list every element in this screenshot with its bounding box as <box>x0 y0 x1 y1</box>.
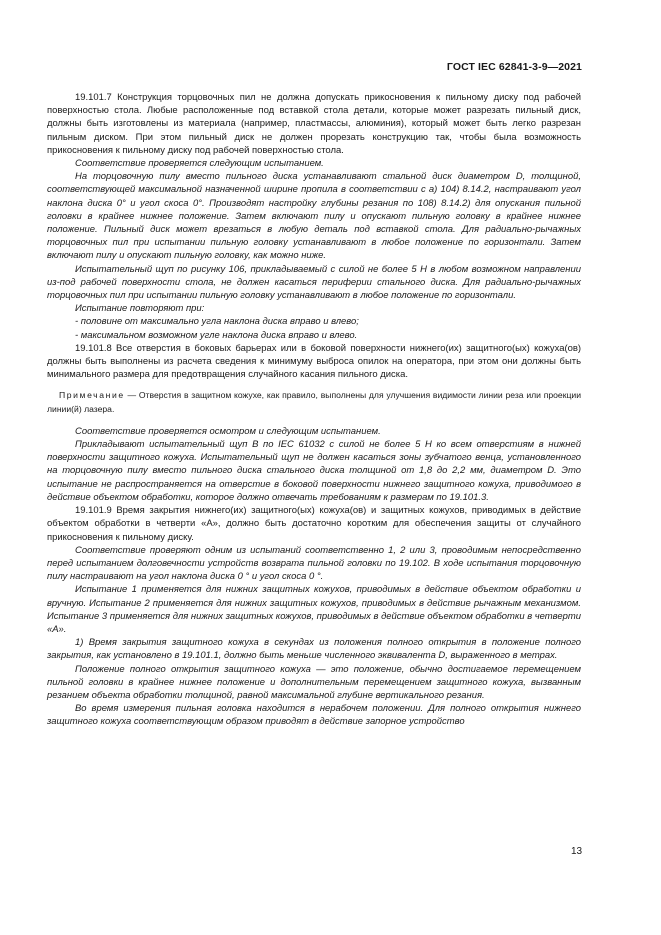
test-1-closing-time: 1) Время закрытия защитного кожуха в секундах из положения полного открытия в положение полного закрытия, как установлено в 19.101.1, должно быть меньше численного эквивалента D, выраженного в метрах. <box>47 637 581 662</box>
compliance-statement: Соответствие проверяется следующим испытанием. <box>75 158 324 170</box>
paragraph-19-101-8: 19.101.8 Все отверстия в боковых барьерах или в боковой поверхности нижнего(их) защитного(ых) кожуха(ов) должны быть выполнены из расчета сведения к минимуму выброса опилок на оператора, при этом они должны быть минимального размера для предотвращения случайного касания пильного диска. <box>47 342 581 381</box>
test-probe-paragraph: Испытательный щуп по рисунку 106, прикладываемый с силой не более 5 Н в любом возможном направлении из-под рабочей поверхности стола, не должен касаться периферии стального диска. Для радиально-рычажных торцовочных пил при испытании пильную головку устанавливают в любое положение по горизонтали. <box>47 263 581 302</box>
probe-b-paragraph: Прикладывают испытательный щуп В по IEC 61032 с силой не более 5 Н ко всем отверстиям в нижней поверхности защитного кожуха. Испытательный щуп не должен касаться зоны зубчатого венца, установленного на торцовочную пилу вместо пильного диска стального диска толщиной от 1,8 до 2,2 мм, диаметром D. Это испытание не распространяется на отверстие в боковой поверхности нижнего защитного кожуха, приводимого в действие объектом обработки, которое должно отвечать требованиям к размерам по 19.101.3. <box>47 439 581 503</box>
page-body <box>47 91 581 729</box>
document-header: ГОСТ IEC 62841-3-9—2021 <box>446 61 582 73</box>
repeat-test-intro: Испытание повторяют при: <box>75 303 205 315</box>
test-procedure: На торцовочную пилу вместо пильного диска устанавливают стальной диск диаметром D, толщиной, соответствующей максимальной назначенной ширине пропила в соответствии с а) 104) 8.14.2, настраивают угол наклона диска 0° и угол скоса 0°. Производят настройку глубины резания по 108) 8.14.2) для опускания пильной головки в крайнее нижнее положение. Затем включают пилу и опускают пильную головку в крайнее нижнее положение. Пильный диск может врезаться в любую деталь под вставкой стола. Для радиально-рычажных торцовочных пил при испытании пильную головку устанавливают в любое положение по горизонтали. Затем включают пилу и опускают пильную головку, как можно ниже. <box>47 171 581 262</box>
compliance-statement: Соответствие проверяется осмотром и следующим испытанием. <box>75 425 381 437</box>
paragraph-19-101-9: 19.101.9 Время закрытия нижнего(их) защитного(ых) кожуха(ов) и защитных кожухов, приводимых в действие объектом обработки в четверти «А», должно быть достаточно коротким для обеспечения защиты от случайного прикосновения к пильному диску. <box>47 505 581 543</box>
measurement-paragraph: Во время измерения пильная головка находится в нерабочем положении. Для полного открытия нижнего защитного кожуха соответствующим образом приводят в действие запорное устройство <box>47 703 581 728</box>
note-label: Примечание <box>59 390 125 401</box>
compliance-tests-intro: Соответствие проверяют одним из испытаний соответственно 1, 2 или 3, проводимым непосредственно перед испытанием долговечности устройств возврата пильной головки по 19.102. В ходе испытания торцовочную пилу настраивают на угол наклона диска 0 ° и угол скоса 0 °. <box>47 544 581 583</box>
note <box>47 389 581 415</box>
paragraph-19-101-7: 19.101.7 Конструкция торцовочных пил не должна допускать прикосновения к пильному диску под рабочей поверхностью стола. Любые расположенные под вставкой стола детали, которые может разрезать пильный диск, должны быть изготовлены из материала (например, пластмассы, алюминия), который может быть легко разрезан пильным диском. При этом пильный диск не должен прорезать конструкцию так, чтобы была возможность прикосновения к пильному диску под рабочей поверхностью стола. <box>47 92 581 156</box>
full-open-position: Положение полного открытия защитного кожуха — это положение, обычно достигаемое перемещением пильной головки в крайнее нижнее положение и дополнительным перемещением защитного кожуха, вызванным резанием объекта обработки толщиной, равной максимальной глубине вертикального резания. <box>47 663 581 701</box>
page-number: 13 <box>571 846 583 857</box>
list-item: - половине от максимально угла наклона диска вправо и влево; <box>75 316 359 328</box>
note-text: — Отверстия в защитном кожухе, как правило, выполнены для улучшения видимости линии реза или проекции линии(й) лазера. <box>47 390 581 414</box>
tests-applicability: Испытание 1 применяется для нижних защитных кожухов, приводимых в действие объектом обработки и вручную. Испытание 2 применяется для нижних защитных кожухов, приводимых в действие рычажным механизмом. Испытание 3 применяется для нижних защитных кожухов, приводимых в действие объектом обработки в четверти «А». <box>47 584 581 635</box>
list-item: - максимальном возможном угле наклона диска вправо и влево. <box>75 329 358 341</box>
